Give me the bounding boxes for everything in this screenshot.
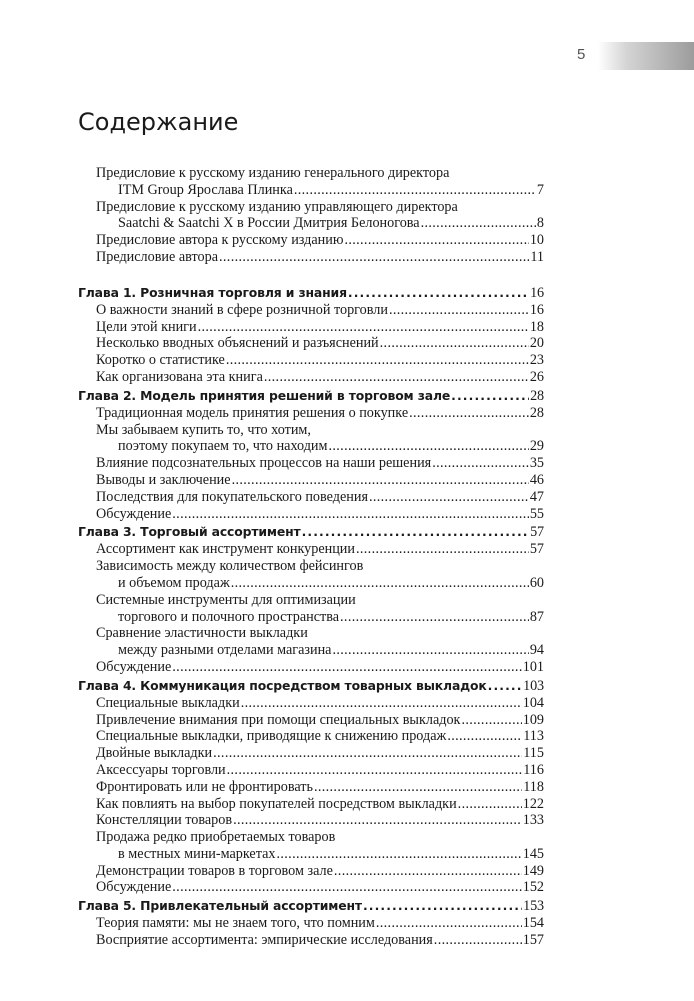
toc-page-number: 104 xyxy=(522,694,544,711)
toc-entry[interactable] xyxy=(78,592,544,626)
dot-leader xyxy=(432,455,529,472)
toc-entry-text: Аксессуары торговли xyxy=(96,761,226,778)
toc-entry-row xyxy=(96,932,544,949)
toc-entry-row xyxy=(96,541,544,558)
toc-entry[interactable] xyxy=(78,659,544,676)
page-number-gradient-bar xyxy=(598,42,694,70)
chapter-page-number: 16 xyxy=(530,284,544,301)
dot-leader xyxy=(356,541,529,558)
toc-page-number: 23 xyxy=(529,352,544,369)
toc-entry[interactable] xyxy=(78,625,544,659)
toc-entry-row xyxy=(96,472,544,489)
chapter-page-number: 57 xyxy=(530,524,544,541)
toc-entry[interactable] xyxy=(78,335,544,352)
toc-entry[interactable] xyxy=(78,319,544,336)
dot-leader xyxy=(409,405,529,422)
dot-leader xyxy=(451,387,529,405)
dot-leader xyxy=(264,369,529,386)
dot-leader xyxy=(344,232,528,249)
toc-entry-row xyxy=(96,302,544,319)
chapter-title: Глава 3. Торговый ассортимент xyxy=(78,524,301,540)
toc-page-number: 46 xyxy=(529,471,544,488)
chapter-heading[interactable] xyxy=(78,387,544,405)
toc-page-number: 55 xyxy=(529,505,544,522)
chapter-title: Глава 5. Привлекательный ассортимент xyxy=(78,898,362,914)
toc-entry-row xyxy=(96,779,544,796)
toc-entry[interactable] xyxy=(78,541,544,558)
toc-entry-row xyxy=(96,182,544,199)
dot-leader xyxy=(302,523,530,541)
toc-entry[interactable] xyxy=(78,352,544,369)
toc-entry-row xyxy=(96,215,544,232)
toc-entry[interactable] xyxy=(78,302,544,319)
toc-entry-row xyxy=(96,712,544,729)
dot-leader xyxy=(434,932,522,949)
toc-page-number: 113 xyxy=(523,728,544,745)
dot-leader xyxy=(340,609,529,626)
toc-entry-text: Обсуждение xyxy=(96,505,172,522)
toc-entry-row xyxy=(96,879,544,896)
toc-entry-text: Демонстрации товаров в торговом зале xyxy=(96,862,333,879)
chapter-title: Глава 1. Розничная торговля и знания xyxy=(78,284,347,300)
dot-leader xyxy=(219,249,529,266)
toc-entry[interactable] xyxy=(78,506,544,523)
dot-leader xyxy=(458,796,522,813)
toc-entry-line: Предисловие к русскому изданию управляющего директора xyxy=(96,198,458,215)
toc-entry[interactable] xyxy=(78,422,544,456)
toc-page-number: 57 xyxy=(529,541,544,558)
chapter-heading[interactable] xyxy=(78,284,544,302)
dot-leader xyxy=(348,284,529,302)
toc-page-number: 16 xyxy=(529,301,544,318)
toc-entry-text: Восприятие ассортимента: эмпирические исследования xyxy=(96,932,433,949)
dot-leader xyxy=(380,335,529,352)
dot-leader xyxy=(421,215,536,232)
chapter-page-number: 28 xyxy=(530,387,544,404)
toc-entry[interactable] xyxy=(78,728,544,745)
toc-entry-row xyxy=(96,249,544,266)
toc-entry-line: Системные инструменты для оптимизации xyxy=(96,591,356,608)
toc-entry-row xyxy=(96,915,544,932)
toc-page-number: 101 xyxy=(522,658,544,675)
toc-entry-text: О важности знаний в сфере розничной торговли xyxy=(96,301,388,318)
toc-entry-text: и объемом продаж xyxy=(118,574,230,591)
toc-page-number: 149 xyxy=(522,862,544,879)
toc-page-number: 29 xyxy=(529,438,544,455)
toc-entry-row xyxy=(96,369,544,386)
toc-entry-text: Выводы и заключение xyxy=(96,471,231,488)
dot-leader xyxy=(294,182,536,199)
toc-entry-text: Обсуждение xyxy=(96,879,172,896)
toc-entry-row xyxy=(96,642,544,659)
dot-leader xyxy=(363,897,522,915)
toc-entry-row xyxy=(96,695,544,712)
toc-entry-text: Констелляции товаров xyxy=(96,812,233,829)
toc-page-number: 152 xyxy=(522,879,544,896)
toc-page-number: 87 xyxy=(529,608,544,625)
toc-entry-row xyxy=(96,438,544,455)
chapter-heading[interactable] xyxy=(78,897,544,915)
toc-page-number: 109 xyxy=(522,711,544,728)
toc-entry-line: Сравнение эластичности выкладки xyxy=(96,625,308,642)
toc-entry-row xyxy=(96,352,544,369)
toc-entry-row xyxy=(96,728,544,745)
toc-entry-text: Привлечение внимания при помощи специальных выкладок xyxy=(96,711,461,728)
chapter-title: Глава 2. Модель принятия решений в торговом зале xyxy=(78,387,451,403)
toc-page-number: 28 xyxy=(529,404,544,421)
toc-entry[interactable] xyxy=(78,812,544,829)
dot-leader xyxy=(376,915,522,932)
toc-page-number: 118 xyxy=(523,778,544,795)
spacer xyxy=(78,266,544,284)
toc-page-number: 154 xyxy=(522,915,544,932)
dot-leader xyxy=(314,779,522,796)
toc-entry-row xyxy=(96,575,544,592)
toc-entry-row xyxy=(96,489,544,506)
toc-entry-line: Мы забываем купить то, что хотим, xyxy=(96,421,311,438)
dot-leader xyxy=(233,812,522,829)
dot-leader xyxy=(334,863,522,880)
toc-page-number: 47 xyxy=(529,488,544,505)
toc-entry-text: Специальные выкладки, приводящие к снижению продаж xyxy=(96,728,447,745)
dot-leader xyxy=(213,745,522,762)
toc-entry[interactable] xyxy=(78,489,544,506)
toc-page-number: 60 xyxy=(529,574,544,591)
toc-entry-row xyxy=(96,762,544,779)
toc-entry-line: Предисловие к русскому изданию генерального директора xyxy=(96,165,450,181)
page-number: 5 xyxy=(577,46,586,63)
toc-entry-text: Двойные выкладки xyxy=(96,745,213,762)
dot-leader xyxy=(389,302,529,319)
toc-entry-text: Предисловие автора к русскому изданию xyxy=(96,232,344,249)
toc-entry-text: Saatchi & Saatchi X в России Дмитрия Белоногова xyxy=(118,215,420,232)
toc-entry-text: Как повлиять на выбор покупателей посредством выкладки xyxy=(96,795,457,812)
dot-leader xyxy=(332,642,528,659)
toc-entry[interactable] xyxy=(78,455,544,472)
toc-entry-row xyxy=(96,846,544,863)
toc-entry-text: Предисловие автора xyxy=(96,248,219,265)
toc-entry-row xyxy=(96,319,544,336)
toc-entry[interactable] xyxy=(78,369,544,386)
toc-entry-text: Несколько вводных объяснений и разъяснений xyxy=(96,335,379,352)
dot-leader xyxy=(198,319,529,336)
dot-leader xyxy=(232,472,529,489)
toc-entry-text: поэтому покупаем то, что находим xyxy=(118,438,328,455)
toc-entry-text: Теория памяти: мы не знаем того, что помним xyxy=(96,915,375,932)
toc-entry[interactable] xyxy=(78,199,544,233)
page-title: Содержание xyxy=(78,108,239,136)
toc-entry-row xyxy=(96,796,544,813)
toc-page-number: 145 xyxy=(522,845,544,862)
toc-entry[interactable] xyxy=(78,829,544,863)
toc-entry-row xyxy=(96,506,544,523)
toc-entry-text: торгового и полочного пространства xyxy=(118,608,340,625)
toc-entry[interactable] xyxy=(78,863,544,880)
toc-entry-text: Традиционная модель принятия решения о покупке xyxy=(96,404,409,421)
dot-leader xyxy=(227,762,523,779)
chapter-page-number: 103 xyxy=(523,677,544,694)
toc-entry-row xyxy=(96,863,544,880)
toc-entry[interactable] xyxy=(78,762,544,779)
toc-page-number: 35 xyxy=(529,455,544,472)
toc-page-number: 116 xyxy=(523,761,544,778)
toc-entry-row xyxy=(96,659,544,676)
toc-entry-text: ITM Group Ярослава Плинка xyxy=(118,181,293,198)
dot-leader xyxy=(226,352,529,369)
toc-page-number: 7 xyxy=(536,181,544,198)
toc-page-number: 10 xyxy=(529,232,544,249)
toc-entry-row xyxy=(96,405,544,422)
toc-entry-row xyxy=(96,455,544,472)
toc-entry[interactable] xyxy=(78,779,544,796)
toc-entry[interactable] xyxy=(78,165,544,199)
dot-leader xyxy=(461,712,521,729)
chapter-page-number: 153 xyxy=(523,898,544,915)
toc-entry[interactable] xyxy=(78,745,544,762)
toc-entry[interactable] xyxy=(78,915,544,932)
toc-page-number: 157 xyxy=(522,932,544,949)
dot-leader xyxy=(172,506,529,523)
toc-page-number: 26 xyxy=(529,368,544,385)
dot-leader xyxy=(369,489,529,506)
toc-entry[interactable] xyxy=(78,472,544,489)
toc-entry-text: Последствия для покупательского поведения xyxy=(96,488,368,505)
toc-page-number: 122 xyxy=(522,795,544,812)
toc-entry-row xyxy=(96,609,544,626)
toc-entry-text: Влияние подсознательных процессов на наши решения xyxy=(96,455,432,472)
toc-entry[interactable] xyxy=(78,249,544,266)
dot-leader xyxy=(329,438,529,455)
toc-entry[interactable] xyxy=(78,232,544,249)
toc-page-number: 11 xyxy=(530,248,544,265)
toc-entry-row xyxy=(96,745,544,762)
toc-entry[interactable] xyxy=(78,879,544,896)
toc-entry-text: Коротко о статистике xyxy=(96,352,225,369)
toc-entry-line: Продажа редко приобретаемых товаров xyxy=(96,829,336,846)
toc-entry[interactable] xyxy=(78,796,544,813)
toc-entry-text: Как организована эта книга xyxy=(96,368,263,385)
toc-entry[interactable] xyxy=(78,558,544,592)
toc-entry[interactable] xyxy=(78,712,544,729)
toc-entry-text: Специальные выкладки xyxy=(96,694,240,711)
toc-entry-text: Ассортимент как инструмент конкуренции xyxy=(96,541,355,558)
toc-entry-row xyxy=(96,335,544,352)
toc-entry[interactable] xyxy=(78,405,544,422)
dot-leader xyxy=(488,677,523,695)
dot-leader xyxy=(172,879,521,896)
toc-page-number: 8 xyxy=(536,215,544,232)
dot-leader xyxy=(231,575,529,592)
toc-entry[interactable] xyxy=(78,695,544,712)
toc-entry-text: Цели этой книги xyxy=(96,318,197,335)
chapter-title: Глава 4. Коммуникация посредством товарных выкладок xyxy=(78,677,487,693)
toc-page-number: 94 xyxy=(529,642,544,659)
table-of-contents xyxy=(78,165,544,949)
chapter-heading[interactable] xyxy=(78,523,544,541)
dot-leader xyxy=(447,728,522,745)
dot-leader xyxy=(172,659,521,676)
chapter-heading[interactable] xyxy=(78,677,544,695)
toc-page-number: 133 xyxy=(522,812,544,829)
toc-page-number: 20 xyxy=(529,335,544,352)
toc-entry-row xyxy=(96,232,544,249)
toc-page-number: 18 xyxy=(529,318,544,335)
toc-page-number: 115 xyxy=(523,745,544,762)
toc-entry[interactable] xyxy=(78,932,544,949)
toc-entry-text: в местных мини-маркетах xyxy=(118,845,276,862)
toc-entry-line: Зависимость между количеством фейсингов xyxy=(96,558,364,575)
toc-entry-text: между разными отделами магазина xyxy=(118,642,332,659)
toc-entry-text: Фронтировать или не фронтировать xyxy=(96,778,313,795)
toc-entry-row xyxy=(96,812,544,829)
dot-leader xyxy=(241,695,522,712)
dot-leader xyxy=(277,846,522,863)
toc-entry-text: Обсуждение xyxy=(96,658,172,675)
